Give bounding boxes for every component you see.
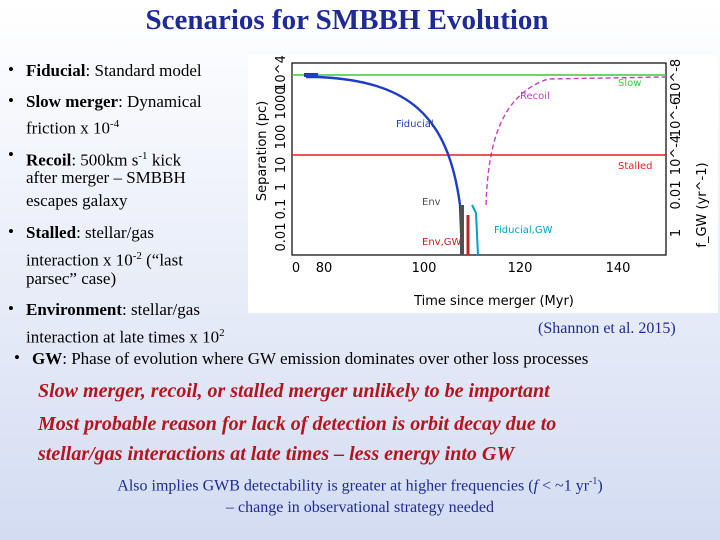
series-fiducial-line (306, 77, 462, 255)
bullet-fiducial: Fiducial: Standard model (26, 61, 202, 80)
label-fiducial: Fiducial (396, 119, 434, 130)
y-tick: 10^4 (274, 55, 289, 91)
conclusion-line-2: Most probable reason for lack of detection is orbit decay due to (38, 413, 557, 435)
label-recoil: Recoil (520, 91, 550, 102)
conclusion-line-3: stellar/gas interactions at late times – less energy into GW (38, 443, 515, 465)
conclusion-line-1: Slow merger, recoil, or stalled merger unlikely to be important (38, 380, 550, 402)
bullet-stalled-line2: interaction x $10^{-2}$ (“last (26, 250, 183, 270)
x-ticks (292, 261, 631, 276)
x-tick: 0 (291, 261, 301, 276)
bullet-recoil-line2: after merger – SMBBH (26, 168, 186, 187)
x-tick: 140 (605, 261, 631, 276)
note-line-1: Also implies GWB detectability is greater at higher frequencies (f < ~1 $yr^{-1}$) (117, 476, 603, 495)
y-tick: 1000 (274, 86, 289, 120)
note-line-2: – change in observational strategy needed (226, 499, 494, 516)
citation: (Shannon et al. 2015) (538, 320, 676, 337)
bullet-stalled: Stalled: stellar/gas (26, 223, 154, 242)
bullet-dot: • (8, 91, 14, 110)
series-recoil-line (486, 77, 666, 205)
plot-frame (292, 63, 666, 255)
bullet-dot: • (8, 145, 14, 164)
label-stalled: Stalled (618, 161, 653, 172)
bullet-gw: GW: Phase of evolution where GW emission dominates over other loss processes (32, 349, 589, 368)
y-tick-right: 10^-8 (669, 58, 684, 100)
label-env: Env (422, 197, 441, 208)
x-tick: 120 (507, 261, 533, 276)
separation-chart (248, 55, 718, 313)
y-axis-label-right: f_GW (yr^-1) (695, 162, 710, 248)
y-tick-right: 1 (669, 228, 684, 238)
bullet-dot: • (8, 299, 14, 318)
x-tick: 80 (315, 261, 333, 276)
bullet-environment-line2: interaction at late times x $10^2$ (26, 327, 225, 347)
bullet-recoil: Recoil: 500km $s^{-1}$ kick (26, 150, 182, 170)
y-ticks-right (669, 59, 684, 237)
y-tick: 10 (274, 156, 289, 174)
y-axis-label: Separation (pc) (255, 100, 270, 202)
slide-title: Scenarios for SMBBH Evolution (145, 4, 549, 36)
y-tick-right: 0.01 (669, 180, 684, 210)
y-tick-right: 10^-4 (669, 134, 684, 176)
chart-svg (248, 55, 718, 313)
y-ticks-left (274, 55, 289, 251)
y-tick-right: 10^-6 (669, 96, 684, 138)
series-fiducialgw-line (472, 205, 478, 255)
x-axis-label: Time since merger (Myr) (414, 294, 574, 309)
bullet-environment: Environment: stellar/gas (26, 300, 200, 319)
bullet-stalled-line3: parsec” case) (26, 269, 117, 288)
label-env-gw: Env,GW (422, 237, 462, 248)
bullet-slow-merger: Slow merger: Dynamical (26, 92, 202, 111)
y-tick: 100 (274, 124, 289, 150)
bullet-dot: • (8, 222, 14, 241)
bullet-dot: • (8, 60, 14, 79)
bullet-recoil-line3: escapes galaxy (26, 191, 128, 210)
y-tick: 0.01 (274, 222, 289, 252)
bullet-dot: • (14, 348, 20, 367)
bullet-slow-merger-line2: friction x $10^{-4}$ (26, 118, 120, 138)
label-slow: Slow (618, 78, 642, 89)
x-tick: 100 (411, 261, 437, 276)
label-fiducial-gw: Fiducial,GW (494, 225, 553, 236)
y-tick: 0.1 (274, 198, 289, 220)
y-tick: 1 (274, 182, 289, 192)
